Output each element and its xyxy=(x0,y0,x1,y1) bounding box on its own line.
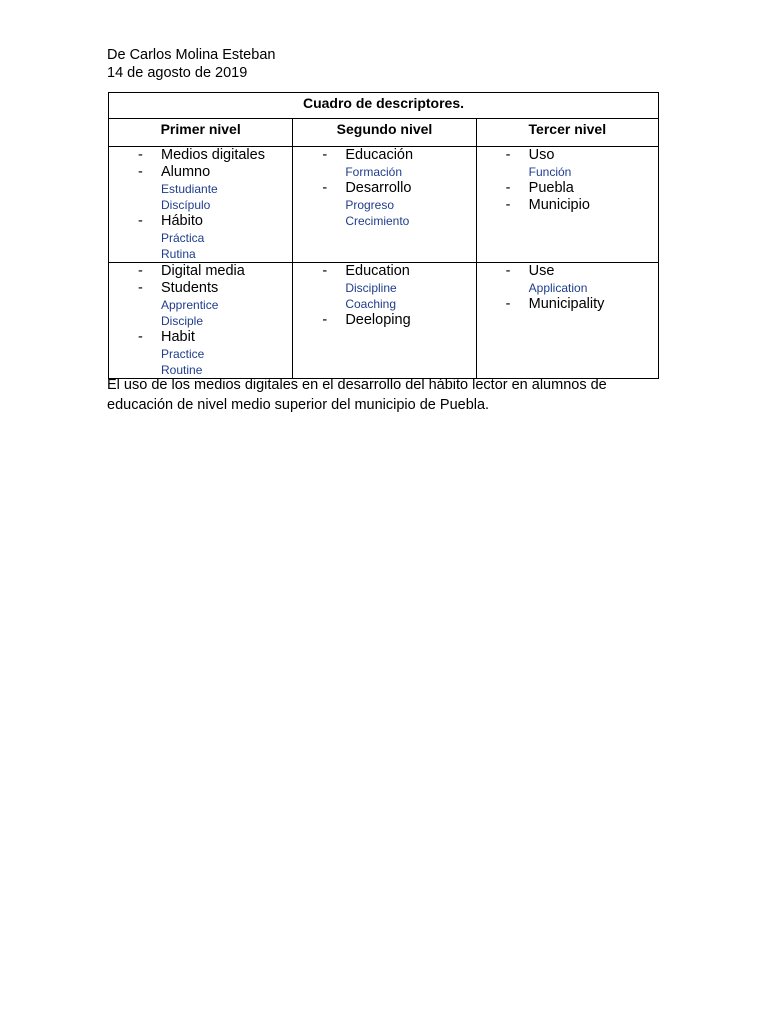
author-name: De Carlos Molina Esteban xyxy=(107,47,276,63)
term-list xyxy=(293,263,475,329)
list-item xyxy=(477,180,658,197)
term-label: Educación xyxy=(345,147,414,163)
table-row-english xyxy=(109,263,659,379)
bullet-dash: - xyxy=(505,180,511,196)
subterm-list xyxy=(345,197,475,229)
list-item xyxy=(477,147,658,180)
term-label: Education xyxy=(345,263,410,279)
term-label: Municipality xyxy=(528,296,605,312)
list-item xyxy=(477,296,658,313)
term-label: Habit xyxy=(161,329,195,345)
subterm-label: Formación xyxy=(345,165,403,179)
term-label: Municipio xyxy=(528,197,590,213)
subterm-list xyxy=(161,230,292,262)
bullet-dash: - xyxy=(505,197,511,213)
subterm-label: Application xyxy=(528,281,588,295)
body-paragraph: El uso de los medios digitales en el desarrollo del hábito lector en alumnos de educación de nivel medio superior del municipio de Puebla. xyxy=(107,377,607,413)
bullet-dash: - xyxy=(138,164,143,180)
subterm-list xyxy=(345,280,475,312)
bullet-dash: - xyxy=(138,147,143,163)
list-item xyxy=(477,263,658,296)
subterm-label: Discípulo xyxy=(161,198,211,212)
subterm-label: Estudiante xyxy=(161,182,218,196)
table-cell xyxy=(109,263,293,379)
descriptor-table xyxy=(108,92,659,379)
bullet-dash: - xyxy=(138,263,143,279)
bullet-dash: - xyxy=(322,312,328,328)
subterm-label: Coaching xyxy=(345,297,397,311)
term-label: Alumno xyxy=(161,164,211,180)
list-item xyxy=(109,213,292,262)
bullet-dash: - xyxy=(322,147,328,163)
bullet-dash: - xyxy=(138,213,143,229)
column-header-primer-nivel: Primer nivel xyxy=(109,119,293,147)
term-label: Use xyxy=(528,263,555,279)
list-item xyxy=(293,263,475,312)
subterm-list xyxy=(161,297,292,329)
term-label: Digital media xyxy=(161,263,245,279)
term-list xyxy=(109,147,292,262)
term-label: Deeloping xyxy=(345,312,411,328)
bullet-dash: - xyxy=(505,147,511,163)
term-list xyxy=(109,263,292,378)
bullet-dash: - xyxy=(138,329,143,345)
subterm-list xyxy=(345,164,475,180)
list-item xyxy=(109,280,292,329)
table-cell xyxy=(476,147,658,263)
table-row-spanish xyxy=(109,147,659,263)
term-list xyxy=(477,263,658,313)
list-item xyxy=(109,164,292,213)
subterm-list xyxy=(161,181,292,213)
list-item xyxy=(293,147,475,180)
list-item xyxy=(109,263,292,280)
term-label: Uso xyxy=(528,147,555,163)
subterm-label: Routine xyxy=(161,363,203,377)
list-item xyxy=(293,312,475,329)
term-label: Students xyxy=(161,280,219,296)
table-cell xyxy=(293,263,476,379)
subterm-label: Apprentice xyxy=(161,298,219,312)
subterm-label: Práctica xyxy=(161,231,205,245)
table-cell xyxy=(293,147,476,263)
list-item xyxy=(477,197,658,214)
subterm-label: Función xyxy=(528,165,572,179)
list-item xyxy=(109,329,292,378)
list-item xyxy=(109,147,292,164)
bullet-dash: - xyxy=(322,180,328,196)
subterm-label: Progreso xyxy=(345,198,395,212)
table-cell xyxy=(476,263,658,379)
bullet-dash: - xyxy=(322,263,328,279)
subterm-label: Disciple xyxy=(161,314,204,328)
table-caption: Cuadro de descriptores. xyxy=(109,93,659,119)
term-label: Puebla xyxy=(528,180,574,196)
bullet-dash: - xyxy=(138,280,143,296)
subterm-list xyxy=(529,280,658,296)
subterm-label: Practice xyxy=(161,347,205,361)
term-label: Hábito xyxy=(161,213,203,229)
term-label: Desarrollo xyxy=(345,180,412,196)
subterm-label: Discipline xyxy=(345,281,397,295)
term-list xyxy=(293,147,475,229)
document-date: 14 de agosto de 2019 xyxy=(107,65,248,81)
subterm-label: Rutina xyxy=(161,247,196,261)
bullet-dash: - xyxy=(505,263,511,279)
term-label: Medios digitales xyxy=(161,147,265,163)
term-list xyxy=(477,147,658,214)
bullet-dash: - xyxy=(505,296,511,312)
subterm-list xyxy=(529,164,658,180)
list-item xyxy=(293,180,475,229)
subterm-list xyxy=(161,346,292,378)
table-cell xyxy=(109,147,293,263)
subterm-label: Crecimiento xyxy=(345,214,410,228)
column-header-tercer-nivel: Tercer nivel xyxy=(476,119,658,147)
column-header-segundo-nivel: Segundo nivel xyxy=(293,119,476,147)
